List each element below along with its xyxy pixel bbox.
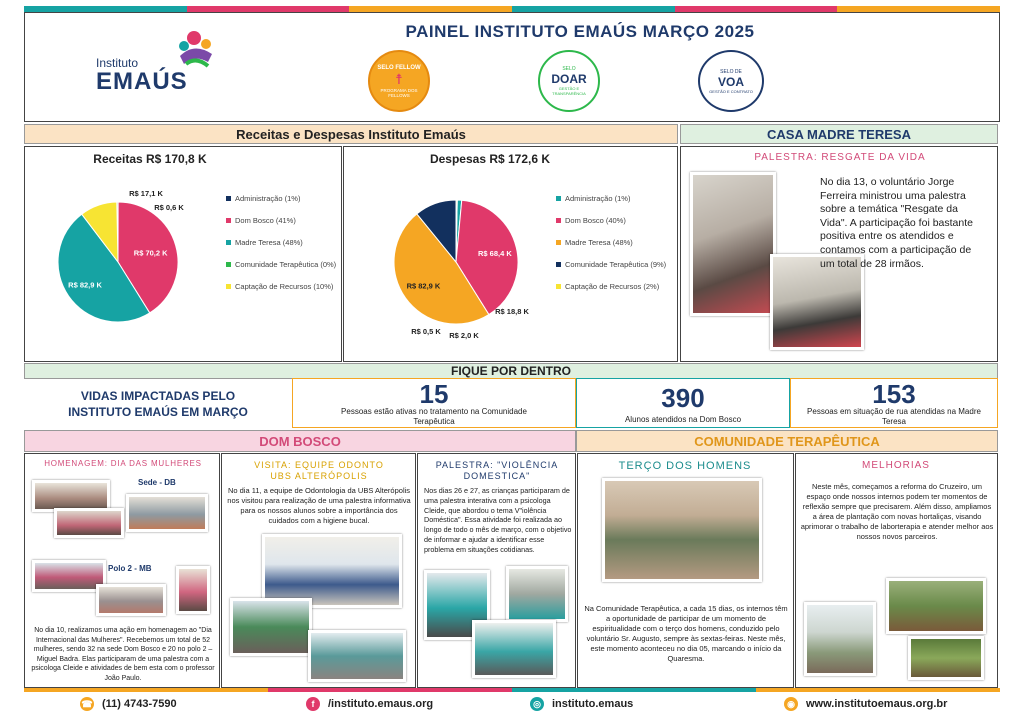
finance-band: Receitas e Despesas Instituto Emaús — [24, 124, 678, 144]
badge3-bottom: GESTÃO E CONTRATO — [709, 88, 753, 94]
comunidade-col2-heading: MELHORIAS — [862, 460, 930, 471]
legend-item-2 — [556, 238, 676, 248]
pie-label-1: R$ 70,2 K — [133, 248, 168, 258]
badge3-main: VOA — [717, 74, 744, 89]
legend-label-3: Comunidade Terapêutica (0%) — [235, 260, 337, 269]
sede-photo-3 — [126, 494, 208, 532]
phone-icon: ☎ — [81, 699, 93, 709]
badge2-main: DOAR — [551, 72, 587, 86]
odonto-photo-1 — [262, 534, 402, 608]
pie-label-2: R$ 82,9 K — [406, 281, 441, 291]
facebook-icon: f — [306, 697, 320, 711]
pie-label-4: R$ 0,5 K — [411, 327, 441, 336]
comunidade-col1-heading: TERÇO DOS HOMENS — [618, 460, 752, 472]
stat-label-2: Alunos atendidos na Dom Bosco — [624, 415, 742, 424]
pie-label-0: R$ 2,0 K — [449, 331, 479, 340]
footer-instagram-text: instituto.emaus — [552, 698, 634, 710]
selo-doar-badge — [538, 50, 600, 112]
dom-bosco-col2-heading: VISITA: EQUIPE ODONTO UBS ALTERÓPOLIS — [254, 460, 384, 481]
footer-facebook-text: /instituto.emaus.org — [328, 698, 434, 710]
legend-label-4: Captação de Recursos (2%) — [565, 282, 660, 291]
dom-bosco-col3-heading: PALESTRA: "VIOLÊNCIA DOMESTICA" — [435, 460, 559, 481]
stat-value-3: 153 — [872, 379, 916, 409]
badge1-bottom: PROGRAMA DOS FELLOWS — [380, 87, 418, 98]
legend-label-3: Comunidade Terapêutica (9%) — [565, 260, 667, 269]
dom-bosco-col2-text: No dia 11, a equipe de Odontologia da UBS Alterópolis nos visitou para realização de uma palestra informativa para os nossos alunos sobre a importância dos cuidados com a higiene bucal. — [227, 486, 411, 525]
pie-label-3: R$ 18,8 K — [495, 307, 529, 316]
dom-bosco-col1-text: No dia 10, realizamos uma ação em homenagem ao "Dia Internacional das Mulheres". Recebemos um total de 52 mulheres, sendo 32 na sede Dom Bosco e 20 no polo 2 – Miguel Badra. Elas participaram de uma palestra com a psicologa Cleide e atividades de bem esta com o professor João Paulo. — [31, 627, 215, 682]
stat-card-1 — [292, 378, 576, 428]
legend-swatch-0 — [226, 196, 231, 201]
legend-item-3 — [226, 260, 340, 270]
stat-value-2: 390 — [661, 383, 705, 413]
badge1-top: SELO FELLOW — [377, 64, 421, 71]
legend-swatch-3 — [556, 262, 561, 267]
logo-small-text: Instituto — [96, 56, 139, 70]
legend-swatch-4 — [556, 284, 561, 289]
pie-label-1: R$ 68,4 K — [478, 248, 512, 258]
dom-bosco-col1-heading: HOMENAGEM: DIA DAS MULHERES — [44, 459, 202, 468]
cruzeiro-photo — [804, 602, 876, 676]
stat-label-3: Pessoas em situação de rua atendidas na Madre Teresa — [807, 407, 981, 426]
plantacao-photo-2 — [908, 636, 984, 680]
footer-website[interactable] — [784, 697, 947, 711]
selo-voa-badge — [698, 50, 764, 112]
legend-label-0: Administração (1%) — [565, 194, 631, 203]
legend-label-0: Administração (1%) — [235, 194, 301, 203]
footer-instagram[interactable] — [530, 697, 633, 711]
badge2-top: SELO — [562, 66, 576, 72]
legend-label-1: Dom Bosco (41%) — [235, 216, 296, 225]
pie-label-2: R$ 82,9 K — [68, 280, 102, 290]
fique-band: FIQUE POR DENTRO — [24, 363, 998, 379]
dom-bosco-col3-text: Nos dias 26 e 27, as crianças participaram de uma palestra interativa com a psicologa Cleide, que abordou o tema V"iolência Doméstica". Essa atividade foi realizada ao longo de todo o mês de março, com o objetivo de informar e ajudar a identificar esse problema em situações cotidianas. — [424, 486, 572, 554]
violencia-photo-3 — [472, 620, 556, 678]
stat-card-3 — [790, 378, 998, 428]
sede-label: Sede - DB — [138, 478, 176, 487]
legend-item-4 — [226, 282, 340, 292]
footer-phone-text: (11) 4743-7590 — [102, 698, 177, 710]
odonto-photo-3 — [308, 630, 406, 682]
legend-item-4 — [556, 282, 676, 292]
receitas-legend — [226, 194, 340, 304]
comunidade-col2-text: Neste mês, começamos a reforma do Cruzeiro, um espaço onde nossos internos podem ter momentos de reflexão sempre que precisarem. Além disso, ampliamos a área de plantação com novas hortaliças, visando aprimorar o trabalho de laborterapia e atender melhor aos nossos novos parceiros. — [800, 482, 994, 541]
badge3-top: SELO DE — [720, 68, 742, 75]
footer-facebook[interactable] — [306, 697, 433, 711]
polo-photo-1 — [32, 560, 106, 592]
bottom-color-bar — [24, 688, 1000, 692]
odonto-photo-2 — [230, 598, 312, 656]
legend-swatch-4 — [226, 284, 231, 289]
despesas-pie-chart — [362, 182, 562, 352]
violencia-photo-2 — [506, 566, 568, 622]
legend-item-1 — [556, 216, 676, 226]
polo-photo-2 — [96, 584, 166, 616]
footer-phone[interactable] — [80, 697, 177, 711]
badge2-bottom: GESTÃO E TRANSPARÊNCIA — [552, 86, 586, 96]
plantacao-photo-1 — [886, 578, 986, 634]
legend-item-3 — [556, 260, 676, 270]
stat-label-1: Pessoas estão ativas no tratamento na Comunidade Terapêutica — [341, 407, 527, 426]
polo-label: Polo 2 - MB — [108, 564, 152, 573]
pie-label-4: R$ 17,1 K — [129, 189, 163, 198]
sede-photo-2 — [54, 508, 124, 538]
globe-icon: ◉ — [784, 697, 798, 711]
legend-label-4: Captação de Recursos (10%) — [235, 282, 334, 291]
legend-label-2: Madre Teresa (48%) — [235, 238, 303, 247]
legend-item-0 — [556, 194, 676, 204]
legend-item-1 — [226, 216, 340, 226]
terco-photo — [602, 478, 762, 582]
receitas-title: Receitas R$ 170,8 K — [93, 152, 207, 166]
selo-fellow-badge — [368, 50, 430, 112]
despesas-legend — [556, 194, 676, 304]
receitas-pie-chart — [44, 182, 224, 352]
casa-heading: PALESTRA: RESGATE DA VIDA — [754, 152, 926, 163]
polo-photo-3 — [176, 566, 210, 614]
legend-swatch-0 — [556, 196, 561, 201]
logo-big-text: EMAÚS — [96, 68, 188, 95]
despesas-title: Despesas R$ 172,6 K — [429, 152, 551, 166]
badge1-symbol-icon: ☨ — [395, 70, 403, 87]
pie-label-0: R$ 0,6 K — [154, 203, 184, 212]
casa-photo-1 — [690, 172, 776, 316]
stat-card-2 — [576, 378, 790, 428]
stat-value-1: 15 — [419, 379, 449, 409]
legend-swatch-2 — [226, 240, 231, 245]
legend-item-0 — [226, 194, 340, 204]
comunidade-col1-text: Na Comunidade Terapêutica, a cada 15 dias, os internos têm a oportunidade de participar de um momento de espiritualidade com o terço dos homens, conduzido pelo voluntário Sr. Augusto, sempre às sextas-feiras. Neste mês, este momento aconteceu no dia 05, marcando o início da Quaresma. — [584, 604, 788, 663]
impact-title: VIDAS IMPACTADAS PELO INSTITUTO EMAÚS EM MARÇO — [68, 389, 248, 419]
page-title: PAINEL INSTITUTO EMAÚS MARÇO 2025 — [405, 22, 755, 41]
legend-swatch-1 — [556, 218, 561, 223]
casa-text: No dia 13, o voluntário Jorge Ferreira ministrou uma palestra sobre a temática "Resgate da Vida". A participação foi bastante positiva entre os atendidos e contamos com a participação de um total de 28 irmãos. — [820, 176, 973, 270]
legend-label-2: Madre Teresa (48%) — [565, 238, 633, 247]
legend-swatch-3 — [226, 262, 231, 267]
comunidade-band: COMUNIDADE TERAPÊUTICA — [576, 430, 998, 452]
legend-label-1: Dom Bosco (40%) — [565, 216, 626, 225]
footer-website-text: www.institutoemaus.org.br — [806, 698, 948, 710]
legend-item-2 — [226, 238, 340, 248]
casa-band: CASA MADRE TERESA — [680, 124, 998, 144]
instagram-icon: ◎ — [530, 697, 544, 711]
dom-bosco-band: DOM BOSCO — [24, 430, 576, 452]
legend-swatch-2 — [556, 240, 561, 245]
emaus-logo — [96, 26, 226, 96]
legend-swatch-1 — [226, 218, 231, 223]
